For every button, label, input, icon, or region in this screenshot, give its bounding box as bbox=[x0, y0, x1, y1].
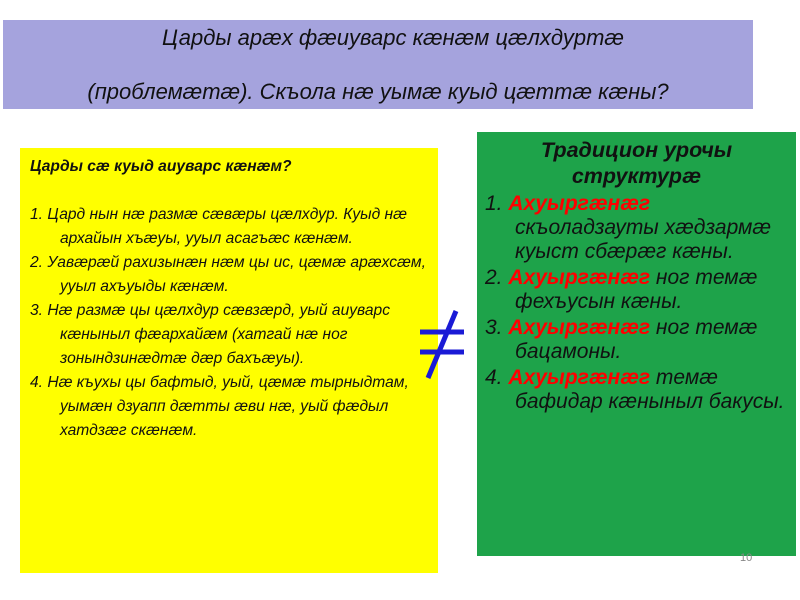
right-item-number: 1. bbox=[485, 192, 503, 215]
right-title: Традицион урочы структурæ bbox=[540, 138, 733, 188]
right-item-highlight: Ахуыргæнæг bbox=[508, 266, 651, 289]
left-item: 1. Цард нын нæ размæ сæвæры цæлхдур. Куыд нæ архайын хъæуы, ууыл асагъæс кæнæм. bbox=[30, 206, 407, 247]
right-item bbox=[485, 192, 788, 264]
left-panel bbox=[20, 148, 438, 573]
left-item: 2. Уавæрæй рахизынæн нæм цы ис, цæмæ арæхсæм, ууыл ахъуыды кæнæм. bbox=[30, 254, 426, 295]
right-item bbox=[485, 366, 788, 414]
right-item-highlight: Ахуыргæнæг bbox=[508, 316, 651, 339]
right-item-highlight: Ахуыргæнæг bbox=[508, 192, 651, 215]
right-item bbox=[485, 316, 788, 364]
right-item-text: темæ бафидар кæныныл бакусы. bbox=[515, 366, 785, 413]
header-banner bbox=[3, 20, 753, 109]
header-line-2: (проблемæтæ). Скъола нæ уымæ куыд цæттæ кæны? bbox=[87, 79, 669, 104]
right-item-highlight: Ахуыргæнæг bbox=[508, 366, 651, 389]
right-item-number: 4. bbox=[485, 366, 503, 389]
right-item bbox=[485, 266, 788, 314]
left-question: Царды сæ куыд аиуварс кæнæм? bbox=[30, 158, 292, 175]
right-item-number: 2. bbox=[485, 266, 503, 289]
left-item: 4. Нæ къухы цы бафтыд, уый, цæмæ тырныдтам, уымæн дзуапп дæтты æви нæ, уый фæдыл хатдзæг скæнæм. bbox=[30, 374, 409, 439]
not-equal-icon bbox=[418, 308, 466, 380]
page-number: 10 bbox=[740, 552, 753, 564]
right-panel bbox=[477, 132, 796, 556]
header-line-1: Царды арæх фæиуварс кæнæм цæлхдуртæ bbox=[162, 25, 624, 50]
right-item-text: ног темæ бацамоны. bbox=[515, 316, 758, 363]
right-item-text: ног темæ фехъусын кæны. bbox=[515, 266, 758, 313]
right-item-number: 3. bbox=[485, 316, 503, 339]
right-item-text: скъоладзауты хæдзармæ куыст сбæрæг кæны. bbox=[515, 216, 772, 263]
left-item: 3. Нæ размæ цы цæлхдур сæвзæрд, уый аиуварс кæныныл фæархайæм (хатгай нæ ног зонындзинæдтæ дæр бахъæуы). bbox=[30, 302, 390, 367]
